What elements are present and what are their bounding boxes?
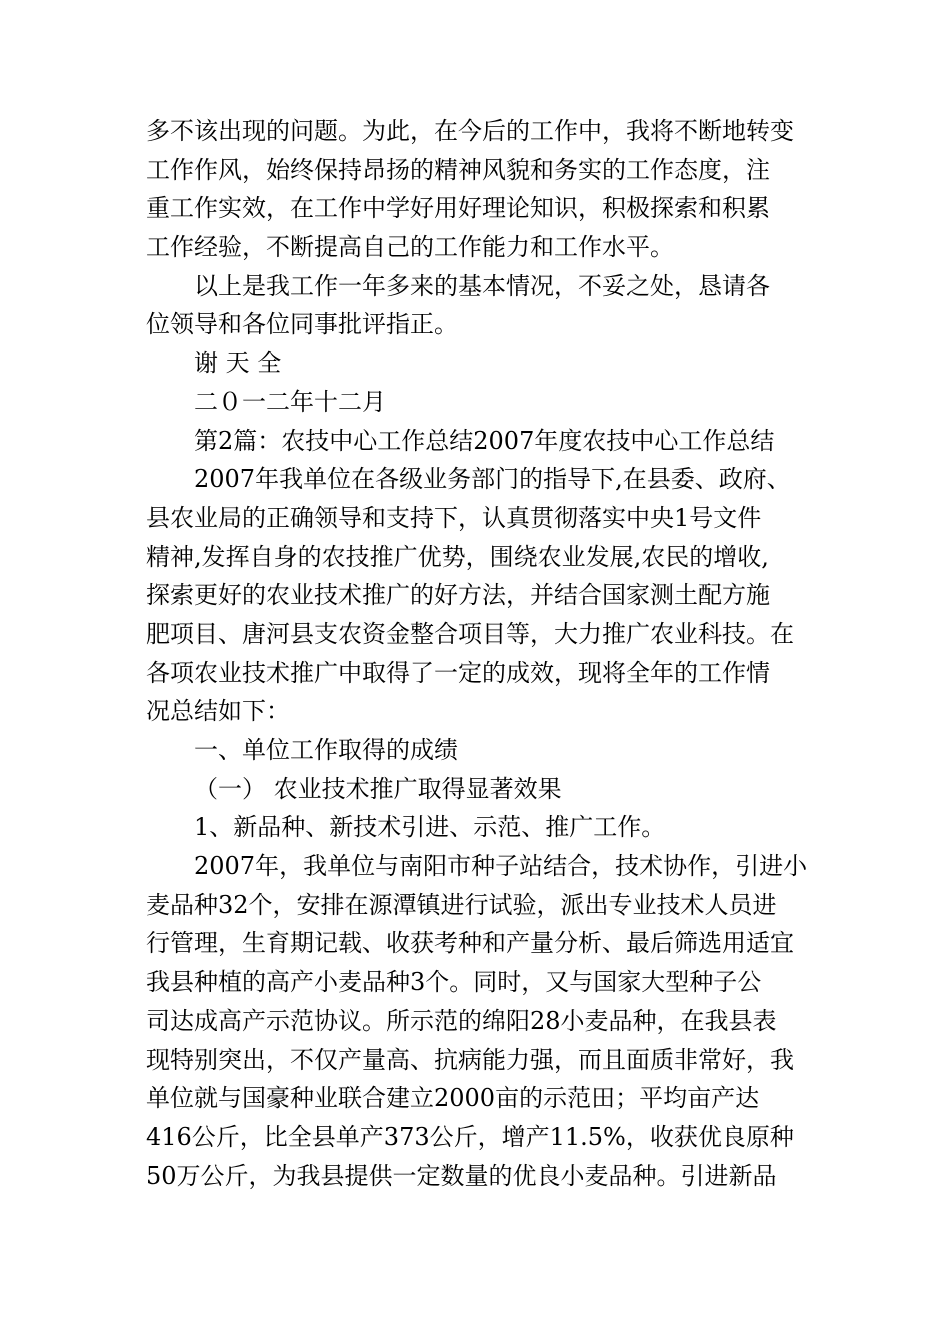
document-page: [146, 112, 811, 1195]
text-line: 二０一二年十二月: [194, 387, 386, 416]
text-line: 况总结如下：: [146, 697, 290, 726]
text-line: 第2篇：农技中心工作总结2007年度农技中心工作总结: [194, 426, 775, 455]
text-line: 一、单位工作取得的成绩: [194, 736, 458, 764]
text-line: 各项农业技术推广中取得了一定的成效，现将全年的工作情: [146, 658, 770, 687]
text-line: （一） 农业技术推广取得显著效果: [194, 774, 562, 803]
text-line: 重工作实效，在工作中学好用好理论知识，积极探索和积累: [146, 194, 770, 223]
text-line: 多不该出现的问题。为此，在今后的工作中，我将不断地转变: [146, 117, 794, 145]
text-line: 司达成高产示范协议。所示范的绵阳28小麦品种，在我县表: [146, 1006, 777, 1035]
text-line: 工作经验，不断提高自己的工作能力和工作水平。: [146, 233, 674, 262]
text-line: 单位就与国豪种业联合建立2000亩的示范田；平均亩产达: [146, 1084, 760, 1113]
text-line: 精神,发挥自身的农技推广优势，围绕农业发展,农民的增收,: [146, 542, 769, 571]
text-line: 现特别突出，不仅产量高、抗病能力强，而且面质非常好，我: [146, 1045, 794, 1074]
text-line: 探索更好的农业技术推广的好方法，并结合国家测土配方施: [146, 581, 770, 610]
text-line: 肥项目、唐河县支农资金整合项目等，大力推广农业科技。在: [146, 619, 794, 648]
text-line: 工作作风，始终保持昂扬的精神风貌和务实的工作态度，注: [146, 155, 770, 184]
text-line: 1、新品种、新技术引进、示范、推广工作。: [194, 813, 666, 842]
text-line: 谢 天 全: [194, 349, 282, 378]
text-line: 2007年我单位在各级业务部门的指导下,在县委、政府、: [194, 465, 791, 494]
text-line: 麦品种32个，安排在源潭镇进行试验，派出专业技术人员进: [146, 890, 777, 919]
text-line: 50万公斤，为我县提供一定数量的优良小麦品种。引进新品: [146, 1161, 777, 1190]
text-line: 行管理，生育期记载、收获考种和产量分析、最后筛选用适宜: [146, 929, 794, 958]
text-line: 2007年，我单位与南阳市种子站结合，技术协作，引进小: [194, 852, 808, 881]
text-line: 我县种植的高产小麦品种3个。同时，又与国家大型种子公: [146, 968, 762, 997]
text-line: 县农业局的正确领导和支持下，认真贯彻落实中央1号文件: [146, 503, 762, 532]
text-line: 以上是我工作一年多来的基本情况，不妥之处，恳请各: [194, 271, 770, 300]
text-line: 位领导和各位同事批评指正。: [146, 310, 458, 339]
text-line: 416公斤，比全县单产373公斤，增产11.5%，收获优良原种: [146, 1122, 794, 1151]
